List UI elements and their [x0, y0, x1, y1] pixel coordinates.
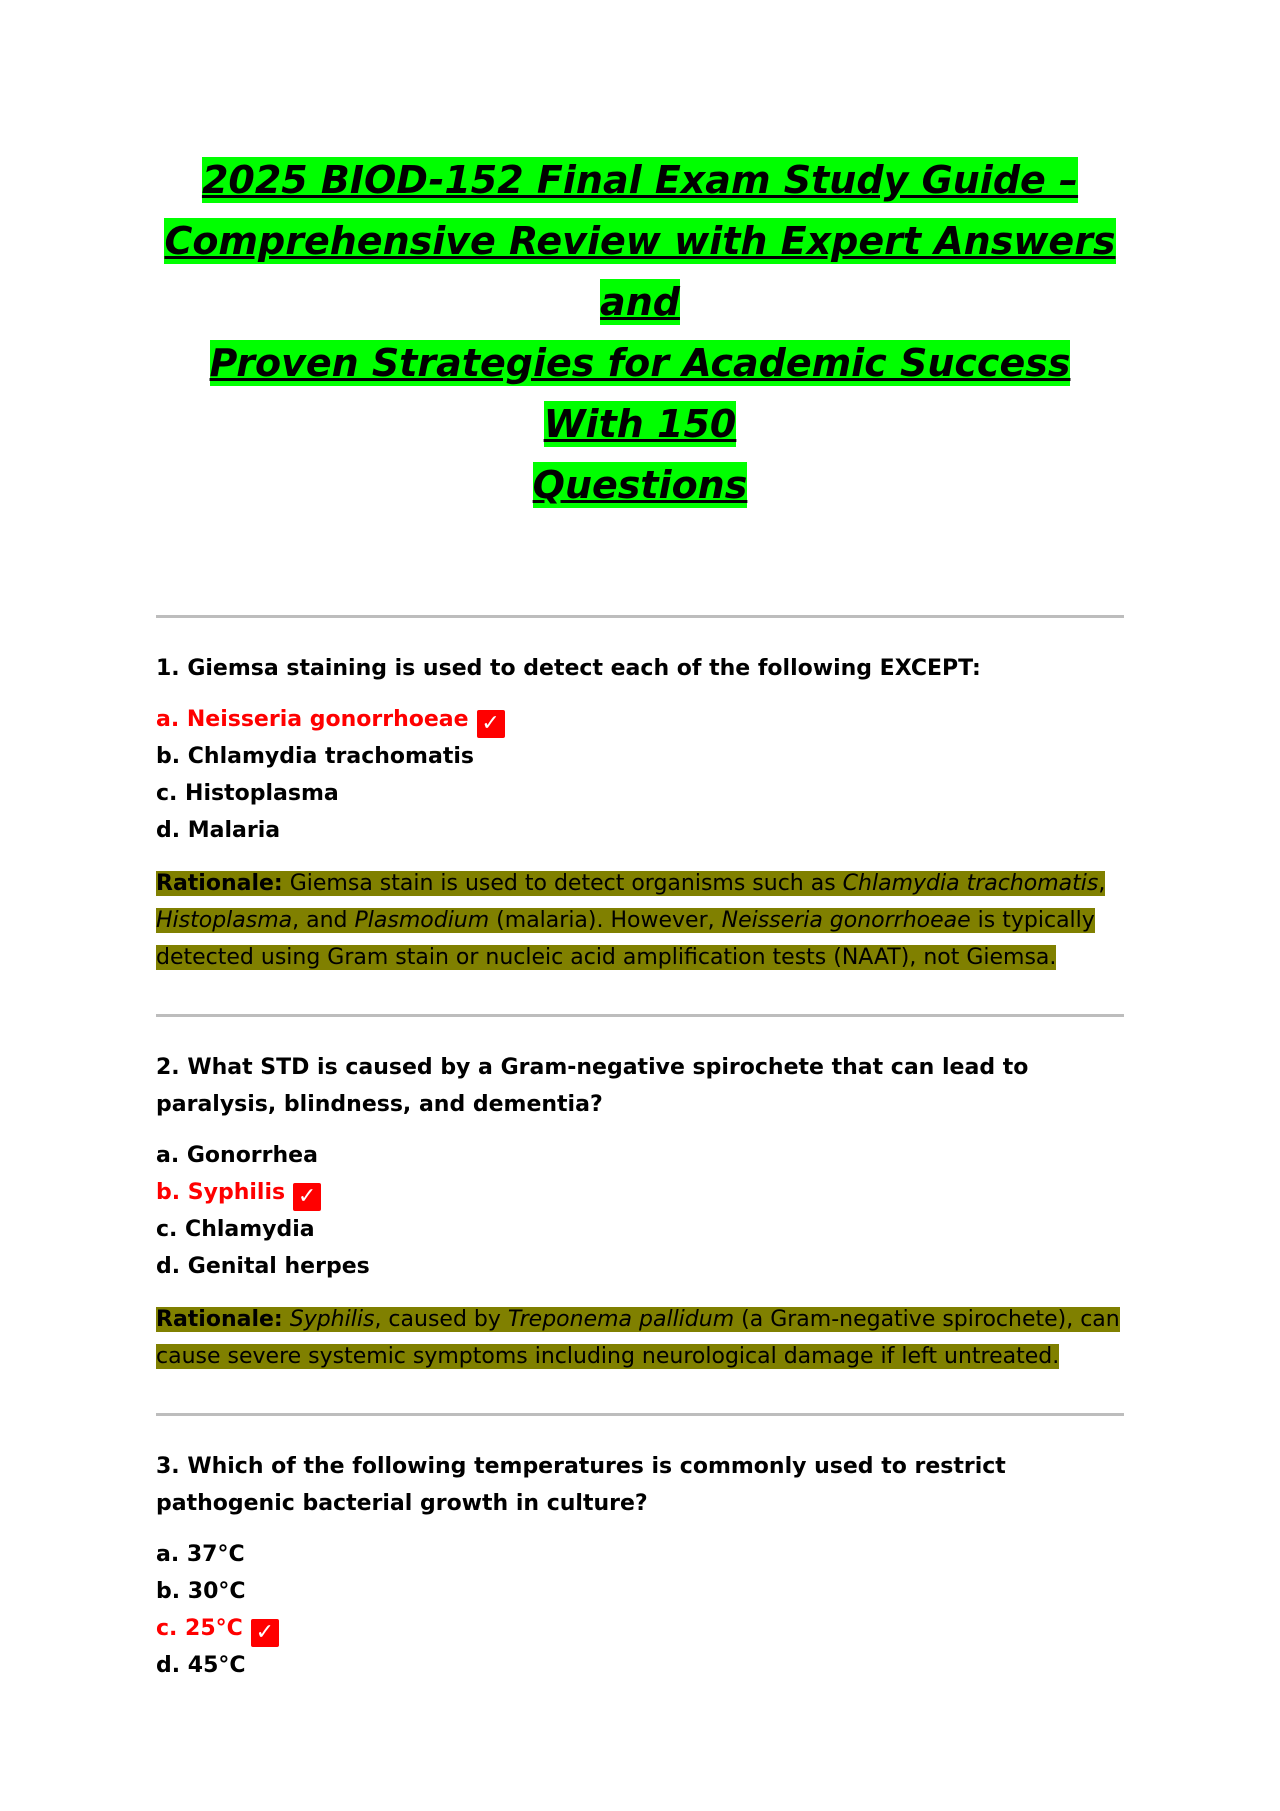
answer-option-label: a. Neisseria gonorrhoeae: [156, 707, 469, 732]
answer-option-correct: [156, 1610, 1124, 1647]
answer-option: [156, 1573, 1124, 1610]
question-2: [156, 1017, 1124, 1413]
answer-options: [156, 701, 1124, 849]
answer-option-correct: [156, 701, 1124, 738]
answer-option: [156, 775, 1124, 812]
rationale-term: Histoplasma: [156, 908, 293, 933]
title-line: Comprehensive Review with Expert Answers and: [164, 219, 1116, 324]
rationale-text: ,: [1098, 871, 1106, 896]
answer-option-label: a. 37°C: [156, 1542, 245, 1567]
title-line: Questions: [532, 463, 748, 507]
rationale-term: Plasmodium: [354, 908, 490, 933]
question-text: 1. Giemsa staining is used to detect each of the following EXCEPT:: [156, 656, 981, 681]
answer-option-label: c. Histoplasma: [156, 781, 339, 806]
checkmark-icon: ✓: [293, 1183, 321, 1211]
answer-option: [156, 1137, 1124, 1174]
question-3: [156, 1416, 1124, 1738]
answer-option-label: b. Syphilis: [156, 1180, 286, 1205]
rationale: [156, 1301, 1124, 1375]
question-text: 3. Which of the following temperatures is commonly used to restrict pathogenic bacterial growth in culture?: [156, 1454, 1006, 1516]
rationale: [156, 865, 1124, 976]
title-line: Proven Strategies for Academic Success With 150: [209, 341, 1071, 446]
rationale-highlight: [156, 1307, 1120, 1369]
rationale-text: is typically detected using Gram stain or nucleic acid amplification tests (NAAT), not Giemsa.: [156, 908, 1095, 970]
question-1: [156, 618, 1124, 1014]
answer-option-label: c. 25°C: [156, 1616, 243, 1641]
answer-option-label: d. Malaria: [156, 818, 281, 843]
answer-option-correct: [156, 1174, 1124, 1211]
title-block: [156, 0, 1124, 516]
rationale-term: Syphilis: [289, 1307, 375, 1332]
rationale-text: , and: [292, 908, 355, 933]
question-list: [156, 615, 1124, 1738]
answer-option-label: d. 45°C: [156, 1653, 246, 1678]
rationale-term: Treponema pallidum: [507, 1307, 735, 1332]
title-line: 2025 BIOD-152 Final Exam Study Guide –: [201, 158, 1079, 202]
rationale-text: , caused by: [374, 1307, 508, 1332]
checkmark-icon: ✓: [251, 1619, 279, 1647]
answer-options: [156, 1536, 1124, 1684]
rationale-text: (malaria). However,: [489, 908, 722, 933]
answer-option-label: a. Gonorrhea: [156, 1143, 318, 1168]
answer-option: [156, 1647, 1124, 1684]
rationale-label: Rationale:: [156, 871, 283, 896]
rationale-text: [283, 1307, 290, 1332]
answer-option-label: d. Genital herpes: [156, 1254, 370, 1279]
rationale-text: (a Gram-negative spirochete), can cause severe systemic symptoms including neurological damage if left untreated.: [156, 1307, 1120, 1369]
answer-option: [156, 738, 1124, 775]
rationale-label: Rationale:: [156, 1307, 283, 1332]
question-text: 2. What STD is caused by a Gram-negative spirochete that can lead to paralysis, blindness, and dementia?: [156, 1055, 1029, 1117]
answer-option: [156, 1248, 1124, 1285]
rationale-highlight: [156, 871, 1105, 970]
rationale-term: Neisseria gonorrhoeae: [721, 908, 971, 933]
document-title: [156, 150, 1124, 516]
answer-option-label: b. 30°C: [156, 1579, 246, 1604]
answer-option-label: c. Chlamydia: [156, 1217, 315, 1242]
answer-option: [156, 812, 1124, 849]
answer-option: [156, 1211, 1124, 1248]
rationale-term: Chlamydia trachomatis: [842, 871, 1099, 896]
answer-option: [156, 1536, 1124, 1573]
checkmark-icon: ✓: [477, 710, 505, 738]
answer-option-label: b. Chlamydia trachomatis: [156, 744, 474, 769]
rationale-text: Giemsa stain is used to detect organisms such as: [282, 871, 843, 896]
answer-options: [156, 1137, 1124, 1285]
